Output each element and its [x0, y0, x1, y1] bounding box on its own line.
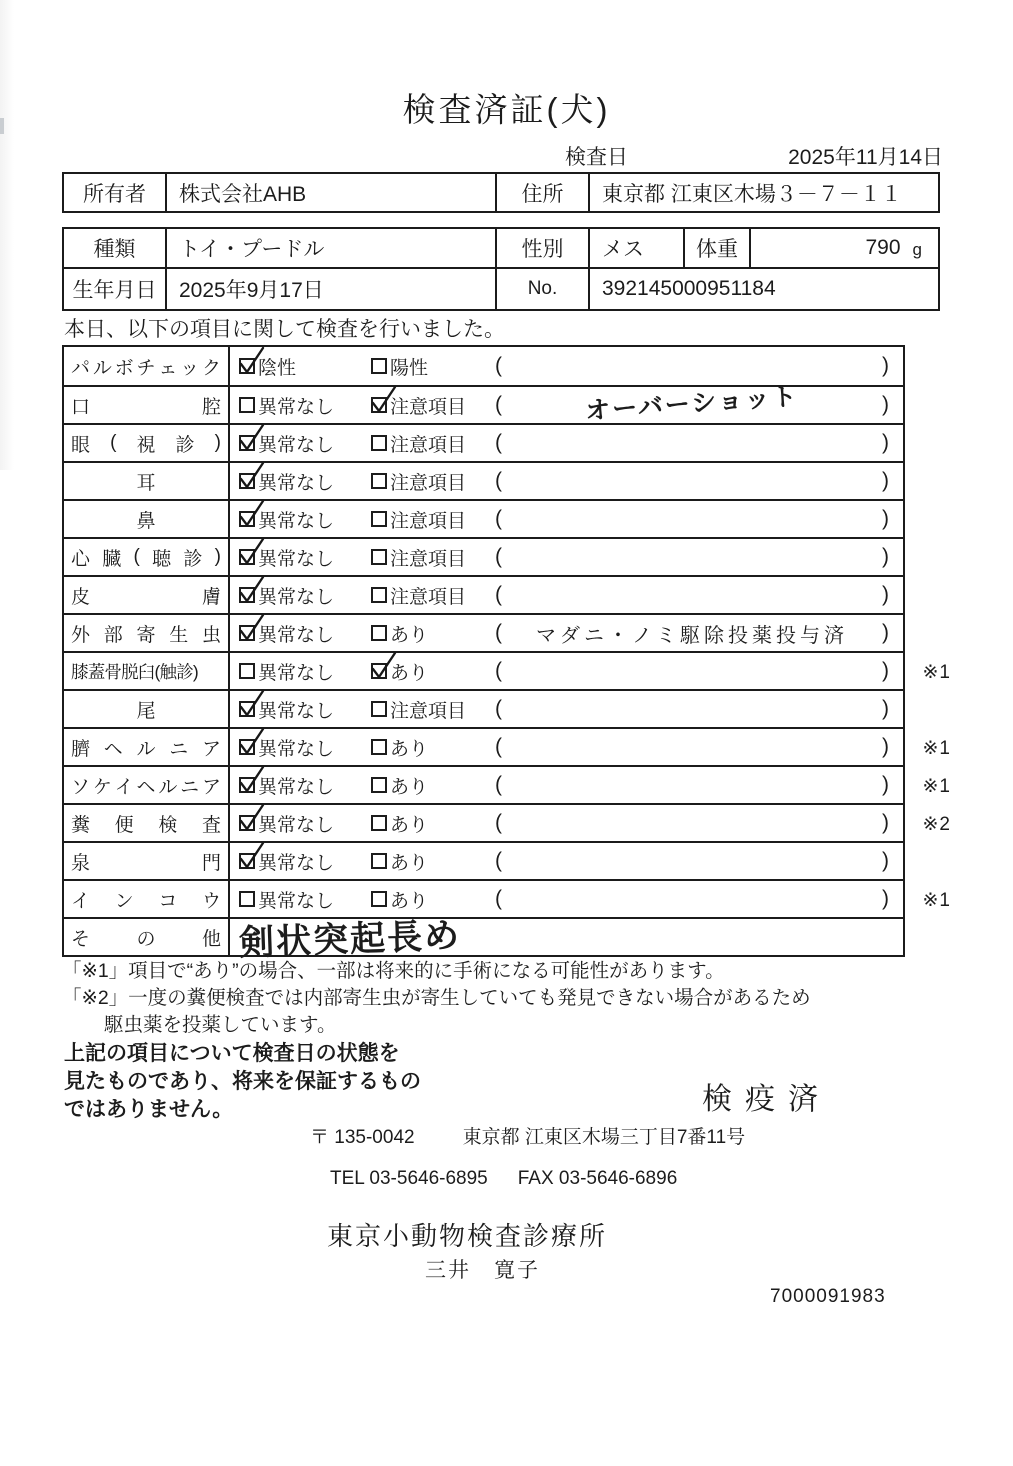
checklist-row-content	[230, 915, 903, 963]
paren-close: )	[882, 773, 889, 796]
checklist-item-label: 泉 門	[64, 843, 230, 879]
paren-close: )	[882, 735, 889, 758]
checklist-row-content	[230, 463, 903, 499]
disclaimer-block	[64, 1040, 421, 1124]
checkbox-option-1	[239, 810, 371, 837]
sex-value: メス	[588, 229, 683, 267]
checkbox-option-2	[371, 734, 495, 761]
checklist-item-label: 鼻	[64, 501, 230, 537]
paren-field	[495, 735, 903, 759]
checklist-row-content	[230, 691, 903, 727]
paren-open: (	[495, 354, 502, 377]
clinic-name: 東京小動物検査診療所	[327, 1221, 608, 1251]
checklist-options	[239, 886, 903, 913]
paren-close: )	[882, 469, 889, 492]
checklist-options	[239, 696, 903, 723]
checklist-row-content	[230, 767, 903, 803]
postal-code: 〒 135-0042	[310, 1127, 415, 1148]
footnote-2: 「※2」一度の糞便検査では内部寄生虫が寄生していても発見できない場合があるため	[62, 987, 811, 1009]
inspection-date-row	[565, 141, 943, 171]
paren-open: (	[495, 773, 502, 796]
paren-open: (	[495, 469, 502, 492]
checklist-row-content	[230, 843, 903, 879]
footnote-ref: ※1	[922, 738, 951, 759]
paren-field	[495, 887, 903, 911]
number-value: 392145000951184	[588, 269, 938, 309]
birthdate-value: 2025年9月17日	[165, 269, 495, 309]
checkbox-icon	[371, 511, 387, 527]
checkbox-icon	[239, 435, 255, 451]
pet-table	[62, 227, 940, 311]
checkbox-icon	[371, 815, 387, 831]
weight-value-cell	[749, 229, 938, 267]
checkbox-icon	[239, 511, 255, 527]
handwritten-check-icon	[237, 612, 267, 644]
checklist-item-label: 膝蓋骨脱臼(触診)	[64, 653, 230, 689]
checklist-row-content	[230, 615, 903, 651]
checkbox-icon	[371, 397, 387, 413]
checklist-row	[64, 423, 903, 461]
checkbox-option-1	[239, 886, 371, 913]
footnote-ref: ※1	[922, 776, 951, 797]
handwritten-note: 剣状突起長め	[238, 915, 462, 963]
checkbox-label: あり	[390, 776, 429, 798]
checkbox-icon	[239, 473, 255, 489]
checklist-row-content	[230, 881, 903, 917]
checklist-item-label: 心 臓 ( 聴 診 )	[64, 539, 230, 575]
checkbox-icon	[239, 891, 255, 907]
checklist-item-label: 糞 便 検 査	[64, 805, 230, 841]
checklist-options	[239, 658, 903, 685]
paren-open: (	[495, 735, 502, 758]
clinic-tel: TEL 03-5646-6895	[330, 1168, 488, 1189]
scan-edge-shadow	[0, 0, 14, 470]
checklist-row	[64, 382, 903, 426]
handwritten-check-icon	[369, 384, 399, 416]
paren-open: (	[495, 697, 502, 720]
checkbox-label: 注意項目	[390, 434, 467, 456]
checkbox-label: 注意項目	[390, 510, 467, 532]
checklist-row	[64, 461, 903, 499]
checklist-row	[64, 841, 903, 879]
checkbox-icon	[371, 549, 387, 565]
paren-close: )	[882, 887, 889, 910]
checkbox-option-1	[239, 430, 371, 457]
checkbox-icon	[239, 739, 255, 755]
checkbox-option-1	[239, 353, 371, 380]
checkbox-label: あり	[390, 662, 429, 684]
paren-field	[495, 382, 903, 426]
paren-field	[495, 849, 903, 873]
paren-open: (	[495, 659, 502, 682]
checkbox-icon	[371, 891, 387, 907]
checkbox-label: 注意項目	[390, 700, 467, 722]
paren-open: (	[495, 507, 502, 530]
checkbox-icon	[239, 549, 255, 565]
checklist-row-content	[230, 577, 903, 613]
checklist-row	[64, 537, 903, 575]
checklist-row-content	[230, 382, 903, 426]
checkbox-icon	[371, 435, 387, 451]
inspection-date-label: 検査日	[565, 146, 628, 169]
paren-open: (	[495, 393, 502, 416]
checkbox-icon	[371, 358, 387, 374]
checklist-table	[62, 345, 951, 963]
checklist-item-label: パ ル ボ チ ェ ッ ク	[64, 347, 230, 385]
checkbox-icon	[239, 701, 255, 717]
checklist-options	[239, 468, 903, 495]
paren-close: )	[882, 849, 889, 872]
checkbox-label: 異常なし	[258, 814, 335, 836]
paren-field	[495, 697, 903, 721]
paren-field	[495, 773, 903, 797]
checklist-options	[239, 772, 903, 799]
disclaimer-line-1: 上記の項目について検査日の状態を	[64, 1042, 400, 1065]
checklist-item-label: イ ン コ ウ	[64, 881, 230, 917]
checkbox-icon	[371, 777, 387, 793]
page-title: 検査済証(犬)	[402, 91, 611, 128]
checklist-row	[64, 613, 903, 651]
checkbox-label: 陽性	[390, 357, 429, 379]
paren-open: (	[495, 545, 502, 568]
paren-close: )	[882, 431, 889, 454]
checkbox-icon	[371, 587, 387, 603]
checkbox-option-1	[239, 848, 371, 875]
clinic-fax: FAX 03-5646-6896	[517, 1168, 678, 1189]
checkbox-label: 異常なし	[258, 776, 335, 798]
checklist-options	[239, 582, 903, 609]
quarantine-stamp: 検疫済	[702, 1083, 831, 1116]
handwritten-check-icon	[237, 422, 267, 454]
checklist-row-content	[230, 653, 903, 689]
handwritten-check-icon	[237, 498, 267, 530]
checkbox-option-2	[371, 696, 495, 723]
footnote-ref: ※2	[922, 814, 951, 835]
checklist-item-label: 外 部 寄 生 虫	[64, 615, 230, 651]
checkbox-option-2	[371, 430, 495, 457]
checkbox-option-2	[371, 848, 495, 875]
checkbox-label: あり	[390, 814, 429, 836]
handwritten-check-icon	[237, 536, 267, 568]
checkbox-option-2	[371, 620, 495, 647]
checkbox-label: あり	[390, 890, 429, 912]
handwritten-check-icon	[237, 345, 267, 377]
handwritten-check-icon	[369, 650, 399, 682]
checkbox-icon	[371, 739, 387, 755]
checkbox-icon	[239, 397, 255, 413]
checkbox-label: 異常なし	[258, 738, 335, 760]
checklist-options	[239, 506, 903, 533]
checkbox-option-1	[239, 620, 371, 647]
checkbox-icon	[371, 853, 387, 869]
checklist-row	[64, 727, 951, 765]
checkbox-label: 注意項目	[390, 396, 467, 418]
address-value: 東京都 江東区木場３－７－１１	[588, 174, 938, 211]
checkbox-option-2	[371, 353, 495, 380]
checkbox-option-1	[239, 544, 371, 571]
checkbox-option-1	[239, 506, 371, 533]
checklist-row-content	[230, 425, 903, 461]
checklist-options	[239, 430, 903, 457]
checklist-row	[64, 651, 951, 689]
paren-field	[495, 621, 903, 645]
number-label: No.	[495, 269, 588, 309]
paren-field	[495, 431, 903, 455]
checkbox-option-2	[371, 886, 495, 913]
checkbox-option-1	[239, 734, 371, 761]
checkbox-label: 異常なし	[258, 662, 335, 684]
checklist-options	[239, 544, 903, 571]
intro-sentence: 本日、以下の項目に関して検査を行いました。	[64, 318, 505, 341]
checkbox-label: 異常なし	[258, 852, 335, 874]
footnote-ref: ※1	[922, 890, 951, 911]
footnote-2-continued: 駆虫薬を投薬しています。	[104, 1014, 337, 1036]
checkbox-icon	[239, 853, 255, 869]
checkbox-label: 異常なし	[258, 396, 335, 418]
handwritten-check-icon	[237, 802, 267, 834]
owner-value: 株式会社AHB	[165, 174, 495, 211]
paren-close: )	[882, 811, 889, 834]
checkbox-label: 陰性	[258, 357, 297, 379]
checkbox-option-2	[371, 468, 495, 495]
clinic-phone-row	[330, 1168, 677, 1190]
serial-number: 7000091983	[770, 1286, 886, 1307]
owner-table	[62, 172, 940, 213]
checkbox-icon	[239, 625, 255, 641]
checkbox-label: あり	[390, 852, 429, 874]
breed-label: 種類	[93, 238, 136, 261]
paren-field	[495, 811, 903, 835]
owner-row	[64, 174, 938, 211]
handwritten-check-icon	[237, 460, 267, 492]
checkbox-icon	[239, 587, 255, 603]
checkbox-icon	[371, 625, 387, 641]
paren-field	[495, 469, 903, 493]
paren-field	[495, 659, 903, 683]
paren-field	[495, 507, 903, 531]
checkbox-option-2	[371, 658, 495, 685]
checkbox-label: 異常なし	[258, 586, 335, 608]
checklist-row	[64, 879, 951, 917]
address-label: 住所	[495, 174, 588, 211]
paren-open: (	[495, 811, 502, 834]
handwritten-check-icon	[237, 764, 267, 796]
footnote-1: 「※1」項目で“あり”の場合、一部は将来的に手術になる可能性があります。	[62, 960, 725, 982]
paren-close: )	[882, 659, 889, 682]
checkbox-option-2	[371, 544, 495, 571]
paren-value: オーバーショット	[584, 382, 800, 426]
checkbox-option-2	[371, 810, 495, 837]
paren-close: )	[882, 507, 889, 530]
checkbox-label: 異常なし	[258, 624, 335, 646]
checkbox-option-1	[239, 772, 371, 799]
handwritten-check-icon	[237, 574, 267, 606]
paren-close: )	[882, 697, 889, 720]
checkbox-icon	[371, 663, 387, 679]
checklist-row	[64, 689, 903, 727]
checkbox-label: 異常なし	[258, 472, 335, 494]
checkbox-icon	[239, 663, 255, 679]
checkbox-option-1	[239, 582, 371, 609]
paren-open: (	[495, 431, 502, 454]
checkbox-icon	[239, 815, 255, 831]
pet-row-2	[64, 269, 938, 309]
checkbox-option-2	[371, 772, 495, 799]
clinic-address-row	[310, 1122, 745, 1149]
weight-label: 体重	[683, 229, 749, 267]
checklist-options	[239, 810, 903, 837]
paren-open: (	[495, 621, 502, 644]
checkbox-label: 異常なし	[258, 890, 335, 912]
checkbox-option-2	[371, 506, 495, 533]
paren-field	[495, 583, 903, 607]
owner-label: 所有者	[83, 182, 146, 206]
checklist-row	[64, 915, 903, 963]
checkbox-option-1	[239, 392, 371, 419]
checkbox-icon	[239, 777, 255, 793]
checkbox-label: あり	[390, 738, 429, 760]
checkbox-label: 異常なし	[258, 700, 335, 722]
checkbox-label: 異常なし	[258, 548, 335, 570]
clinic-address: 東京都 江東区木場三丁目7番11号	[462, 1127, 746, 1148]
examiner-name: 三井 寛子	[425, 1259, 540, 1282]
checklist-row	[64, 765, 951, 803]
paren-close: )	[882, 621, 889, 644]
checklist-row-content	[230, 501, 903, 537]
checkbox-icon	[371, 701, 387, 717]
handwritten-check-icon	[237, 726, 267, 758]
checklist-options	[239, 382, 903, 426]
checklist-item-label: 口 腔	[64, 387, 230, 423]
checklist-item-label: 尾	[64, 691, 230, 727]
checklist-item-label: ソ ケ イ ヘ ル ニ ア	[64, 767, 230, 803]
checkbox-label: 異常なし	[258, 510, 335, 532]
weight-value: 790	[865, 236, 901, 259]
checklist-row-content	[230, 729, 903, 765]
disclaimer-line-2: 見たものであり、将来を保証するもの	[64, 1070, 421, 1093]
checkbox-label: 注意項目	[390, 548, 467, 570]
checkbox-label: 異常なし	[258, 434, 335, 456]
checklist-row	[64, 499, 903, 537]
footnote-ref: ※1	[922, 662, 951, 683]
checkbox-label: 注意項目	[390, 472, 467, 494]
checklist-item-label: 皮 膚	[64, 577, 230, 613]
checklist-row	[64, 575, 903, 613]
paren-close: )	[882, 545, 889, 568]
checkbox-option-1	[239, 696, 371, 723]
checklist-options	[239, 734, 903, 761]
checkbox-label: あり	[390, 624, 429, 646]
sex-label: 性別	[495, 229, 588, 267]
checklist-item-label: 耳	[64, 463, 230, 499]
checklist-row	[64, 803, 951, 841]
pet-row-1	[64, 229, 938, 269]
weight-unit: g	[912, 240, 922, 259]
footnotes-block	[62, 958, 811, 1039]
handwritten-check-icon	[237, 840, 267, 872]
checklist-row-content	[230, 539, 903, 575]
checkbox-option-2	[371, 392, 495, 419]
checklist-item-label: 眼 ( 視 診 )	[64, 425, 230, 461]
paren-field	[495, 545, 903, 569]
checkbox-option-1	[239, 658, 371, 685]
checkbox-option-1	[239, 468, 371, 495]
checklist-item-label: 臍 ヘ ル ニ ア	[64, 729, 230, 765]
checklist-item-label: そ の 他	[64, 919, 230, 955]
checkbox-label: 注意項目	[390, 586, 467, 608]
paren-close: )	[882, 583, 889, 606]
checkbox-icon	[371, 473, 387, 489]
breed-value: トイ・プードル	[165, 229, 495, 267]
paren-value: マダニ・ノミ駆除投薬投与済	[536, 624, 848, 647]
checklist-options	[239, 848, 903, 875]
checklist-row-content	[230, 805, 903, 841]
checkbox-icon	[239, 358, 255, 374]
disclaimer-line-3: ではありません。	[64, 1098, 234, 1121]
paren-close: )	[882, 393, 889, 416]
handwritten-check-icon	[237, 688, 267, 720]
paren-open: (	[495, 583, 502, 606]
checkbox-option-2	[371, 582, 495, 609]
paren-open: (	[495, 849, 502, 872]
paren-open: (	[495, 887, 502, 910]
checklist-options	[239, 620, 903, 647]
birthdate-label: 生年月日	[72, 279, 157, 302]
inspection-date-value: 2025年11月14日	[788, 146, 943, 169]
paren-close: )	[882, 354, 889, 377]
